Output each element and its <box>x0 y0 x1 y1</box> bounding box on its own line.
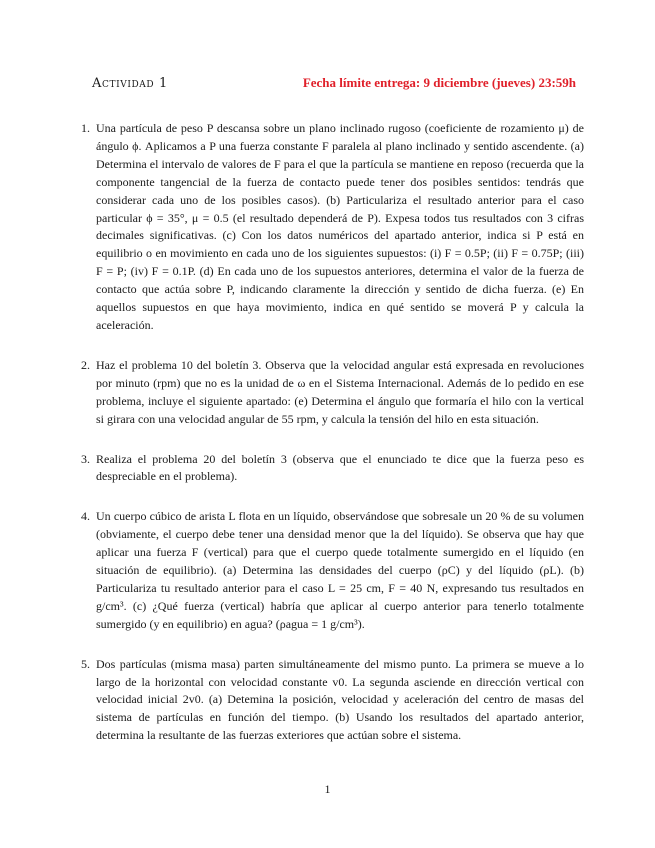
problem-item <box>72 451 584 487</box>
problem-text: Realiza el problema 20 del boletín 3 (observa que el enunciado te dice que la fuerza peso es despreciable en el problema). <box>96 451 584 484</box>
page-number: 1 <box>324 782 331 796</box>
problem-number: 2. <box>81 357 90 372</box>
problem-text: Una partícula de peso P descansa sobre un plano inclinado rugoso (coeficiente de rozamiento μ) de ángulo ϕ. Aplicamos a P una fuerza constante F paralela al plano inclinado y sentido ascendente. (a) Determina el intervalo de valores de F para el que la partícula se mantiene en reposo (recuerda que la componente tangencial de la fuerza de contacto puede tener dos posibles sentidos: tendrás que considerar cada uno de los posibles casos). (b) Particulariza el resultado anterior para el caso particular ϕ = 35°, μ = 0.5 (el resultado dependerá de P). Expesa todos tus resultados con 3 cifras decimales significativas. (c) Con los datos numéricos del apartado anterior, indica si P está en equilibrio o en movimiento en cada uno de los siguientes supuestos: (i) F = 0.5P; (ii) F = 0.75P; (iii) F = P; (iv) F = 0.1P. (d) En cada uno de los supuestos anteriores, determina el valor de la fuerza de contacto que actúa sobre P, indicando claramente la dirección y sentido de dicha fuerza. (e) En aquellos supuestos en que haya movimiento, indica en qué sentido se moverá P y calcula la aceleración. <box>96 121 584 332</box>
problem-item <box>72 357 584 429</box>
problem-number: 1. <box>81 121 90 135</box>
problem-item <box>72 508 584 633</box>
activity-title: Actividad 1 <box>92 76 168 91</box>
problem-item <box>72 656 584 746</box>
problem-text: Dos partículas (misma masa) parten simultáneamente del mismo punto. La primera se mueve a lo largo de la horizontal con velocidad constante v0. La segunda asciende en dirección vertical con velocidad inicial 2v0. (a) Detemina la posición, velocidad y aceleración del centro de masas del sistema de partículas en función del tiempo. (b) Usando los resultados del apartado anterior, determina la resultante de las fuerzas exteriores que actúan sobre el sistema. <box>96 656 584 743</box>
problem-number: 4. <box>81 509 90 524</box>
deadline-notice: Fecha límite entrega: 9 diciembre (jueves) 23:59h <box>302 75 576 90</box>
problem-number: 3. <box>81 451 90 466</box>
problem-item <box>72 120 584 335</box>
problem-list <box>72 120 584 767</box>
problem-text: Un cuerpo cúbico de arista L flota en un líquido, observándose que sobresale un 20 % de su volumen (obviamente, el cuerpo debe tener una densidad menor que la del líquido). Se observa que hay que aplicar una fuerza F (vertical) para que el cuerpo quede totalmente sumergido en el líquido (en situación de equilibrio). (a) Determina las densidades del cuerpo (ρC) y del líquido (ρL). (b) Particulariza tu resultado anterior para el caso L = 25 cm, F = 40 N, expresando tus resultados en g/cm³. (c) ¿Qué fuerza (vertical) habría que aplicar al cuerpo anterior para tenerlo totalmente sumergido (y en equilibrio) en agua? (ρagua = 1 g/cm³). <box>96 509 584 631</box>
problem-text: Haz el problema 10 del boletín 3. Observa que la velocidad angular está expresada en revoluciones por minuto (rpm) que no es la unidad de ω en el Sistema Internacional. Además de lo pedido en ese problema, incluye el siguiente apartado: (e) Determina el ángulo que formaría el hilo con la vertical si girara con una velocidad angular de 55 rpm, y calcula la tensión del hilo en esta situación. <box>96 357 584 426</box>
problem-number: 5. <box>81 656 90 671</box>
